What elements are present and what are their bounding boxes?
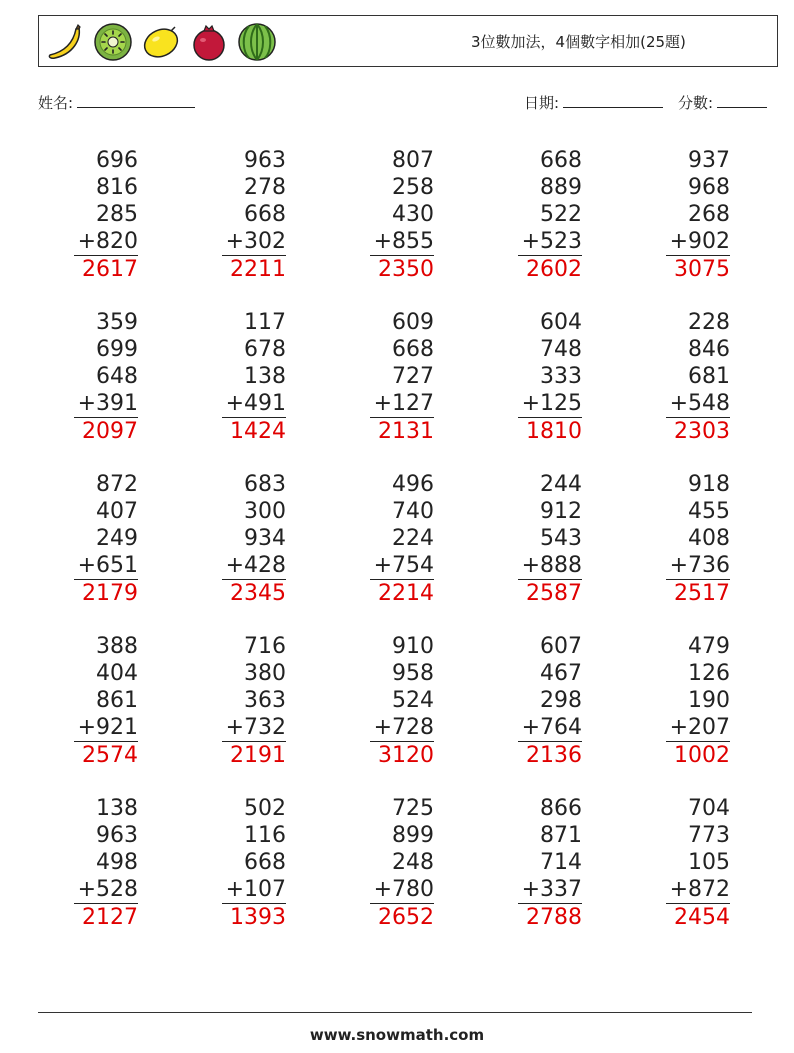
addend: 496: [392, 472, 434, 497]
addend: 138: [244, 364, 286, 389]
addend: 696: [96, 148, 138, 173]
addend: 285: [96, 202, 138, 227]
fruit-icons-row: [45, 21, 277, 63]
addend: 363: [244, 688, 286, 713]
addition-problem: [666, 147, 730, 284]
addition-problem: [518, 795, 582, 932]
addend: 716: [244, 634, 286, 659]
answer: 2652: [378, 905, 434, 930]
answer: 1810: [526, 419, 582, 444]
addend: 668: [244, 850, 286, 875]
answer: 2303: [674, 419, 730, 444]
addend-with-plus: +921: [74, 714, 138, 742]
addition-problem: [518, 147, 582, 284]
addend: 298: [540, 688, 582, 713]
addend: 244: [540, 472, 582, 497]
addend: 668: [540, 148, 582, 173]
addition-problem: [666, 633, 730, 770]
addend: 934: [244, 526, 286, 551]
addend: 704: [688, 796, 730, 821]
addend: 524: [392, 688, 434, 713]
addend-with-plus: +855: [370, 228, 434, 256]
addition-problem: [518, 309, 582, 446]
addition-problem: [222, 309, 286, 446]
addend-with-plus: +764: [518, 714, 582, 742]
addition-problem: [518, 633, 582, 770]
answer: 2454: [674, 905, 730, 930]
addend-with-plus: +127: [370, 390, 434, 418]
addition-problem: [222, 147, 286, 284]
addend: 889: [540, 175, 582, 200]
addend: 866: [540, 796, 582, 821]
addition-problem: [222, 471, 286, 608]
addend: 116: [244, 823, 286, 848]
footer-divider: [38, 1012, 752, 1013]
answer: 2602: [526, 257, 582, 282]
answer: 3075: [674, 257, 730, 282]
addition-problem: [74, 471, 138, 608]
addition-problem: [370, 633, 434, 770]
pomegranate-icon: [189, 22, 229, 62]
addend-with-plus: +302: [222, 228, 286, 256]
addend-with-plus: +107: [222, 876, 286, 904]
date-label: 日期:: [524, 94, 560, 112]
addend-with-plus: +391: [74, 390, 138, 418]
addend-with-plus: +428: [222, 552, 286, 580]
addend: 430: [392, 202, 434, 227]
answer: 2191: [230, 743, 286, 768]
answer: 2214: [378, 581, 434, 606]
addend-with-plus: +337: [518, 876, 582, 904]
addend: 861: [96, 688, 138, 713]
addend: 543: [540, 526, 582, 551]
addend: 648: [96, 364, 138, 389]
addition-problem: [666, 471, 730, 608]
addend: 740: [392, 499, 434, 524]
addend: 268: [688, 202, 730, 227]
addend-with-plus: +888: [518, 552, 582, 580]
addend-with-plus: +732: [222, 714, 286, 742]
addend: 748: [540, 337, 582, 362]
addend: 773: [688, 823, 730, 848]
addend: 937: [688, 148, 730, 173]
date-field[interactable]: [524, 92, 663, 113]
addend: 380: [244, 661, 286, 686]
answer: 2345: [230, 581, 286, 606]
addend: 846: [688, 337, 730, 362]
answer: 2179: [82, 581, 138, 606]
addend: 958: [392, 661, 434, 686]
addend-with-plus: +820: [74, 228, 138, 256]
date-blank[interactable]: [563, 93, 663, 108]
addition-problem: [666, 795, 730, 932]
addend: 609: [392, 310, 434, 335]
addend: 910: [392, 634, 434, 659]
worksheet-title: 3位數加法，4個數字相加(25題): [471, 33, 686, 51]
kiwi-icon: [93, 22, 133, 62]
addend: 190: [688, 688, 730, 713]
addend: 248: [392, 850, 434, 875]
watermelon-icon: [237, 22, 277, 62]
addition-problem: [222, 633, 286, 770]
addition-problem: [370, 147, 434, 284]
addend: 963: [244, 148, 286, 173]
addition-problem: [74, 795, 138, 932]
addend: 407: [96, 499, 138, 524]
addition-problem: [74, 633, 138, 770]
answer: 2517: [674, 581, 730, 606]
addend: 699: [96, 337, 138, 362]
addition-problem: [222, 795, 286, 932]
score-label: 分數:: [678, 94, 714, 112]
answer: 2097: [82, 419, 138, 444]
addend-with-plus: +125: [518, 390, 582, 418]
addend-with-plus: +207: [666, 714, 730, 742]
answer: 2587: [526, 581, 582, 606]
worksheet-header: [38, 15, 778, 67]
answer: 2788: [526, 905, 582, 930]
addend: 105: [688, 850, 730, 875]
addend: 727: [392, 364, 434, 389]
answer: 2131: [378, 419, 434, 444]
answer: 2350: [378, 257, 434, 282]
addend: 408: [688, 526, 730, 551]
footer-site: www.snowmath.com: [309, 1026, 485, 1044]
addend: 668: [392, 337, 434, 362]
addend: 871: [540, 823, 582, 848]
score-blank[interactable]: [717, 93, 767, 108]
addend: 359: [96, 310, 138, 335]
addition-problem: [74, 147, 138, 284]
addend: 607: [540, 634, 582, 659]
addend: 388: [96, 634, 138, 659]
addend: 479: [688, 634, 730, 659]
addition-problem: [74, 309, 138, 446]
addend-with-plus: +736: [666, 552, 730, 580]
addend-with-plus: +780: [370, 876, 434, 904]
answer: 1424: [230, 419, 286, 444]
addend: 126: [688, 661, 730, 686]
addend-with-plus: +491: [222, 390, 286, 418]
addend-with-plus: +754: [370, 552, 434, 580]
addend: 683: [244, 472, 286, 497]
addend: 467: [540, 661, 582, 686]
addend-with-plus: +523: [518, 228, 582, 256]
addition-problem: [370, 795, 434, 932]
addend: 899: [392, 823, 434, 848]
addend: 278: [244, 175, 286, 200]
addend: 714: [540, 850, 582, 875]
addend: 498: [96, 850, 138, 875]
answer: 3120: [378, 743, 434, 768]
name-field[interactable]: [38, 92, 195, 113]
name-label: 姓名:: [38, 94, 74, 112]
addend: 807: [392, 148, 434, 173]
addition-problem: [370, 309, 434, 446]
answer: 2136: [526, 743, 582, 768]
lemon-icon: [141, 22, 181, 62]
addend-with-plus: +872: [666, 876, 730, 904]
addend: 816: [96, 175, 138, 200]
addend: 681: [688, 364, 730, 389]
answer: 1393: [230, 905, 286, 930]
addition-problem: [666, 309, 730, 446]
addend: 725: [392, 796, 434, 821]
answer: 2211: [230, 257, 286, 282]
addend: 963: [96, 823, 138, 848]
banana-icon: [45, 22, 85, 62]
addition-problem: [370, 471, 434, 608]
addend: 228: [688, 310, 730, 335]
addend: 249: [96, 526, 138, 551]
addend: 117: [244, 310, 286, 335]
score-field[interactable]: [678, 92, 767, 113]
addend-with-plus: +528: [74, 876, 138, 904]
addition-problem: [518, 471, 582, 608]
addend: 522: [540, 202, 582, 227]
addend: 678: [244, 337, 286, 362]
addend: 258: [392, 175, 434, 200]
addend: 138: [96, 796, 138, 821]
addend: 872: [96, 472, 138, 497]
addend: 300: [244, 499, 286, 524]
addend: 404: [96, 661, 138, 686]
name-blank[interactable]: [77, 93, 195, 108]
addend: 333: [540, 364, 582, 389]
answer: 2617: [82, 257, 138, 282]
addend: 918: [688, 472, 730, 497]
addend-with-plus: +548: [666, 390, 730, 418]
addend: 912: [540, 499, 582, 524]
addend: 224: [392, 526, 434, 551]
addend: 502: [244, 796, 286, 821]
addend: 604: [540, 310, 582, 335]
answer: 2574: [82, 743, 138, 768]
answer: 1002: [674, 743, 730, 768]
addend: 668: [244, 202, 286, 227]
addend: 455: [688, 499, 730, 524]
addend-with-plus: +728: [370, 714, 434, 742]
answer: 2127: [82, 905, 138, 930]
addend: 968: [688, 175, 730, 200]
addend-with-plus: +651: [74, 552, 138, 580]
addend-with-plus: +902: [666, 228, 730, 256]
